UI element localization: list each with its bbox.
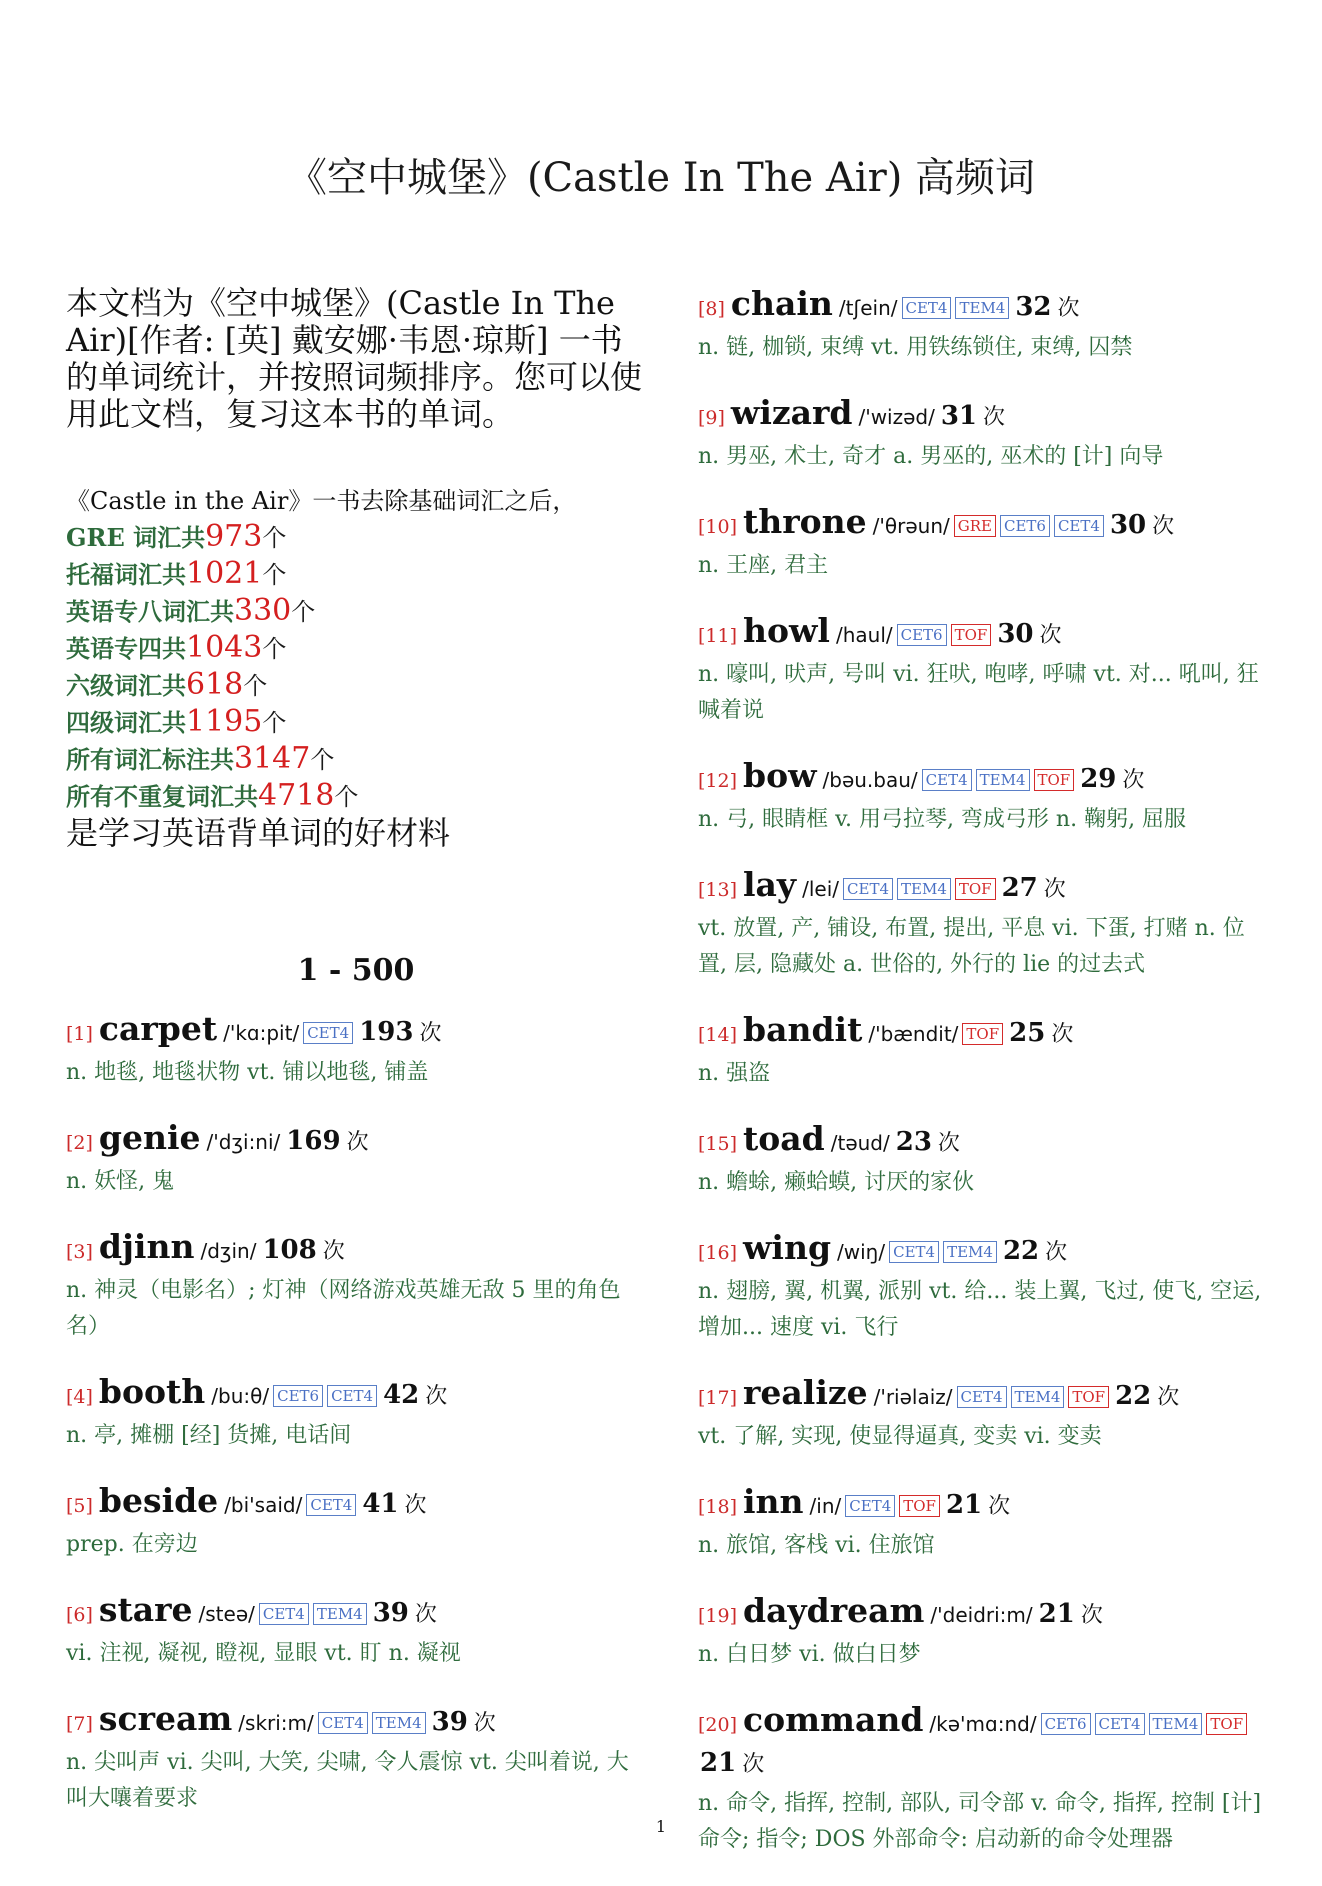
word-list-right [698, 285, 1273, 1858]
exam-tag-cet4: CET4 [318, 1712, 368, 1734]
entry-header [66, 1591, 646, 1634]
frequency-unit: 次 [1045, 1240, 1068, 1265]
entry-word: genie [98, 1118, 201, 1157]
entry-frequency: 21 次 [700, 1748, 765, 1778]
entry-word: howl [743, 611, 830, 650]
exam-tag-tem4: TEM4 [313, 1603, 367, 1625]
entry-frequency: 41 次 [362, 1489, 427, 1519]
entry-word: bow [743, 756, 817, 795]
entry-word: realize [743, 1373, 868, 1412]
entry-header [698, 866, 1273, 909]
word-entry [66, 1700, 646, 1817]
stats-label: 六级词汇共 [66, 671, 186, 700]
entry-definition: n. 命令, 指挥, 控制, 部队, 司令部 v. 命令, 指挥, 控制 [计] 命令; 指令; DOS 外部命令: 启动新的命令处理器 [698, 1791, 1262, 1852]
entry-header [698, 1011, 1273, 1054]
stats-item [66, 778, 646, 815]
entry-header [698, 612, 1273, 655]
entry-header [698, 757, 1273, 800]
page-number: 1 [655, 1817, 667, 1836]
exam-tag-cet6: CET6 [273, 1385, 323, 1407]
exam-tag-cet4: CET4 [327, 1385, 377, 1407]
entry-frequency: 29 次 [1080, 764, 1145, 794]
stats-tail: 是学习英语背单词的好材料 [66, 814, 451, 852]
word-entry [66, 1482, 646, 1563]
exam-tag-cet4: CET4 [889, 1241, 939, 1263]
entry-phonetic: /haul/ [835, 623, 893, 647]
entry-phonetic: /kə'mɑ:nd/ [929, 1712, 1037, 1736]
frequency-unit: 次 [404, 1493, 427, 1518]
exam-tag-cet6: CET6 [897, 624, 947, 646]
entry-word: scream [98, 1699, 233, 1738]
exam-tag-cet4: CET4 [1095, 1713, 1145, 1735]
entry-definition: n. 蟾蜍, 癞蛤蟆, 讨厌的家伙 [698, 1170, 975, 1195]
entry-index: [1] [66, 1023, 93, 1045]
word-entry [698, 612, 1273, 729]
entry-definition: vt. 了解, 实现, 使显得逼真, 变卖 vi. 变卖 [698, 1424, 1102, 1449]
entry-definition: n. 妖怪, 鬼 [66, 1169, 175, 1194]
word-entry [698, 285, 1273, 366]
entry-header [698, 285, 1273, 328]
exam-tag-tem4: TEM4 [897, 878, 951, 900]
word-entry [698, 757, 1273, 838]
exam-tag-tof: TOF [955, 878, 996, 900]
entry-phonetic: /'dʒi:ni/ [206, 1130, 281, 1154]
stats-item [66, 630, 646, 667]
entry-phonetic: /in/ [809, 1494, 842, 1518]
entry-index: [8] [698, 298, 725, 320]
entry-index: [15] [698, 1133, 738, 1155]
word-entry [698, 1374, 1273, 1455]
entry-frequency: 27 次 [1001, 873, 1066, 903]
exam-tag-gre: GRE [954, 515, 996, 537]
entry-frequency: 21 次 [1038, 1599, 1103, 1629]
exam-tag-cet4: CET4 [922, 769, 972, 791]
stats-item [66, 556, 646, 593]
exam-tag-tof: TOF [962, 1023, 1003, 1045]
frequency-unit: 次 [1157, 1385, 1180, 1410]
entry-header [66, 1373, 646, 1416]
word-entry [698, 1011, 1273, 1092]
entry-definition: n. 神灵（电影名）; 灯神（网络游戏英雄无敌 5 里的角色名） [66, 1278, 621, 1339]
entry-frequency: 21 次 [945, 1490, 1011, 1520]
word-entry [698, 1592, 1273, 1673]
entry-word: daydream [743, 1591, 925, 1630]
frequency-unit: 次 [1039, 623, 1062, 648]
frequency-unit: 次 [1043, 877, 1066, 902]
stats-item [66, 704, 646, 741]
entry-index: [3] [66, 1241, 93, 1263]
entry-index: [17] [698, 1387, 738, 1409]
word-entry [698, 1120, 1273, 1201]
stats-unit: 个 [262, 635, 287, 663]
entry-definition: n. 白日梦 vi. 做白日梦 [698, 1642, 921, 1667]
entry-definition: n. 旅馆, 客栈 vi. 住旅馆 [698, 1533, 935, 1558]
entry-index: [12] [698, 770, 738, 792]
entry-index: [2] [66, 1132, 93, 1154]
stats-label: 英语专八词汇共 [66, 597, 234, 626]
stats-number: 330 [234, 593, 292, 628]
stats-number: 973 [205, 519, 263, 554]
stats-label: 所有不重复词汇共 [66, 782, 258, 811]
entry-word: throne [743, 502, 867, 541]
frequency-unit: 次 [1080, 1603, 1103, 1628]
entry-definition: n. 强盗 [698, 1061, 771, 1086]
entry-definition: n. 地毯, 地毯状物 vt. 铺以地毯, 铺盖 [66, 1060, 429, 1085]
exam-tag-tem4: TEM4 [976, 769, 1030, 791]
frequency-unit: 次 [1152, 514, 1175, 539]
stats-label: 英语专四共 [66, 634, 186, 663]
stats-unit: 个 [310, 746, 335, 774]
frequency-unit: 次 [1057, 296, 1080, 321]
frequency-unit: 次 [473, 1711, 496, 1736]
frequency-unit: 次 [346, 1130, 369, 1155]
entry-phonetic: /'θrəun/ [872, 514, 950, 538]
range-heading: 1 - 500 [297, 953, 415, 988]
entry-phonetic: /'riəlaiz/ [873, 1385, 953, 1409]
exam-tag-tem4: TEM4 [943, 1241, 997, 1263]
exam-tag-cet4: CET4 [845, 1495, 895, 1517]
word-list-left [66, 1010, 646, 1817]
frequency-unit: 次 [1051, 1022, 1074, 1047]
entry-definition: n. 尖叫声 vi. 尖叫, 大笑, 尖啸, 令人震惊 vt. 尖叫着说, 大叫大嚷着要求 [66, 1750, 629, 1811]
entry-word: djinn [98, 1227, 195, 1266]
entry-phonetic: /bu:θ/ [211, 1384, 270, 1408]
entry-word: bandit [743, 1010, 863, 1049]
stats-label: 四级词汇共 [66, 708, 186, 737]
stats-number: 1195 [186, 704, 263, 739]
entry-frequency: 23 次 [895, 1127, 960, 1157]
entry-word: toad [743, 1119, 825, 1158]
stats-item [66, 593, 646, 630]
entry-phonetic: /dʒin/ [200, 1239, 257, 1263]
entry-word: inn [743, 1482, 804, 1521]
exam-tag-tem4: TEM4 [1011, 1386, 1065, 1408]
entry-index: [7] [66, 1713, 93, 1735]
right-column [698, 285, 1273, 1886]
exam-tag-cet4: CET4 [957, 1386, 1007, 1408]
stats-unit: 个 [262, 561, 287, 589]
exam-tag-tem4: TEM4 [372, 1712, 426, 1734]
entry-index: [6] [66, 1604, 93, 1626]
entry-word: lay [743, 865, 797, 904]
word-entry [66, 1119, 646, 1200]
stats-unit: 个 [262, 709, 287, 737]
intro-paragraph: 本文档为《空中城堡》(Castle In The Air)[作者: [英] 戴安娜·韦恩·琼斯] 一书的单词统计，并按照词频排序。您可以使用此文档，复习这本书的单词。 [66, 284, 643, 433]
entry-word: beside [98, 1481, 219, 1520]
frequency-unit: 次 [419, 1021, 442, 1046]
entry-word: carpet [98, 1009, 218, 1048]
entry-index: [10] [698, 516, 738, 538]
page-title: 《空中城堡》(Castle In The Air) 高频词 [286, 155, 1036, 201]
entry-definition: n. 嚎叫, 吠声, 号叫 vi. 狂吠, 咆哮, 呼啸 vt. 对... 吼叫, 狂喊着说 [698, 662, 1259, 723]
entry-index: [11] [698, 625, 738, 647]
entry-index: [19] [698, 1605, 738, 1627]
entry-word: wing [743, 1228, 832, 1267]
entry-definition: prep. 在旁边 [66, 1532, 198, 1557]
stats-label: 托福词汇共 [66, 560, 186, 589]
frequency-unit: 次 [425, 1384, 448, 1409]
stats-unit: 个 [262, 524, 287, 552]
entry-word: command [743, 1700, 924, 1739]
entry-header [698, 1229, 1273, 1272]
frequency-unit: 次 [742, 1752, 765, 1777]
stats-label: 所有词汇标注共 [66, 745, 234, 774]
entry-frequency: 42 次 [383, 1380, 448, 1410]
entry-index: [9] [698, 407, 725, 429]
entry-frequency: 30 次 [1109, 510, 1175, 540]
stats-unit: 个 [291, 598, 316, 626]
entry-index: [16] [698, 1242, 738, 1264]
entry-phonetic: /'deidri:m/ [930, 1603, 1033, 1627]
entry-definition: n. 王座, 君主 [698, 553, 829, 578]
entry-phonetic: /təud/ [830, 1131, 890, 1155]
entry-definition: n. 翅膀, 翼, 机翼, 派别 vt. 给... 装上翼, 飞过, 使飞, 空运, 增加... 速度 vi. 飞行 [698, 1279, 1262, 1340]
entry-phonetic: /bəu.bau/ [822, 768, 918, 792]
entry-frequency: 39 次 [431, 1707, 496, 1737]
entry-header [698, 1120, 1273, 1163]
stats-label: GRE 词汇共 [66, 523, 206, 552]
entry-header [698, 394, 1273, 437]
entry-phonetic: /wiŋ/ [837, 1240, 886, 1264]
stats-number: 4718 [258, 778, 335, 813]
left-column [66, 285, 646, 1845]
exam-tag-cet4: CET4 [902, 297, 952, 319]
stats-number: 618 [186, 667, 244, 702]
exam-tag-cet4: CET4 [306, 1494, 356, 1516]
exam-tag-tof: TOF [1034, 769, 1075, 791]
exam-tag-cet4: CET4 [1054, 515, 1104, 537]
entry-word: booth [98, 1372, 206, 1411]
exam-tag-cet6: CET6 [1041, 1713, 1091, 1735]
entry-frequency: 32 次 [1015, 292, 1080, 322]
entry-word: stare [98, 1590, 193, 1629]
stats-number: 1043 [186, 630, 263, 665]
entry-frequency: 39 次 [372, 1598, 437, 1628]
entry-definition: vt. 放置, 产, 铺设, 布置, 提出, 平息 vi. 下蛋, 打赌 n. 位置, 层, 隐藏处 a. 世俗的, 外行的 lie 的过去式 [698, 916, 1245, 977]
stats-number: 1021 [186, 556, 263, 591]
word-entry [66, 1373, 646, 1454]
frequency-unit: 次 [988, 1494, 1011, 1519]
entry-definition: n. 男巫, 术士, 奇才 a. 男巫的, 巫术的 [计] 向导 [698, 444, 1164, 469]
entry-phonetic: /'bændit/ [868, 1022, 959, 1046]
frequency-unit: 次 [322, 1239, 345, 1264]
entry-phonetic: /lei/ [802, 877, 840, 901]
entry-frequency: 22 次 [1115, 1381, 1180, 1411]
entry-word: wizard [730, 393, 853, 432]
stats-unit: 个 [243, 672, 268, 700]
word-entry [66, 1591, 646, 1672]
entry-frequency: 31 次 [940, 401, 1006, 431]
word-entry [698, 1229, 1273, 1346]
entry-definition: n. 弓, 眼睛框 v. 用弓拉琴, 弯成弓形 n. 鞠躬, 屈服 [698, 807, 1187, 832]
exam-tag-cet4: CET4 [303, 1022, 353, 1044]
entry-definition: n. 亭, 摊棚 [经] 货摊, 电话间 [66, 1423, 352, 1448]
entry-frequency: 22 次 [1002, 1236, 1068, 1266]
frequency-unit: 次 [937, 1131, 960, 1156]
entry-phonetic: /tʃein/ [838, 296, 898, 320]
entry-index: [13] [698, 879, 738, 901]
stats-unit: 个 [334, 783, 359, 811]
frequency-unit: 次 [1122, 768, 1145, 793]
entry-frequency: 108 次 [262, 1235, 345, 1265]
entry-index: [18] [698, 1496, 738, 1518]
entry-phonetic: /steə/ [198, 1602, 255, 1626]
entry-header [698, 503, 1273, 546]
entry-word: chain [730, 284, 833, 323]
exam-tag-cet4: CET4 [259, 1603, 309, 1625]
stats-lead: 《Castle in the Air》一书去除基础词汇之后， [66, 487, 577, 515]
entry-index: [14] [698, 1024, 738, 1046]
frequency-unit: 次 [414, 1602, 437, 1627]
frequency-unit: 次 [983, 405, 1006, 430]
word-entry [698, 394, 1273, 475]
exam-tag-tof: TOF [1206, 1713, 1247, 1735]
word-entry [698, 503, 1273, 584]
exam-tag-tof: TOF [951, 624, 992, 646]
entry-definition: n. 链, 枷锁, 束缚 vt. 用铁练锁住, 束缚, 囚禁 [698, 335, 1133, 360]
stats-item [66, 741, 646, 778]
stats-number: 3147 [234, 741, 311, 776]
exam-tag-tem4: TEM4 [955, 297, 1009, 319]
exam-tag-tof: TOF [899, 1495, 940, 1517]
entry-phonetic: /bi'said/ [224, 1493, 303, 1517]
entry-header [698, 1701, 1273, 1784]
entry-header [66, 1482, 646, 1525]
entry-index: [5] [66, 1495, 93, 1517]
entry-phonetic: /skri:m/ [238, 1711, 314, 1735]
stats-item [66, 667, 646, 704]
exam-tag-tof: TOF [1068, 1386, 1109, 1408]
word-entry [698, 1483, 1273, 1564]
exam-tag-tem4: TEM4 [1149, 1713, 1203, 1735]
exam-tag-cet4: CET4 [843, 878, 893, 900]
entry-phonetic: /'wizəd/ [858, 405, 935, 429]
stats-item [66, 519, 646, 556]
entry-index: [4] [66, 1386, 93, 1408]
entry-phonetic: /'kɑ:pit/ [223, 1021, 300, 1045]
entry-frequency: 169 次 [286, 1126, 369, 1156]
entry-header [66, 1700, 646, 1743]
entry-frequency: 25 次 [1009, 1018, 1074, 1048]
word-entry [66, 1010, 646, 1091]
exam-tag-cet6: CET6 [1000, 515, 1050, 537]
entry-frequency: 193 次 [359, 1017, 442, 1047]
word-entry [698, 866, 1273, 983]
entry-frequency: 30 次 [997, 619, 1062, 649]
entry-index: [20] [698, 1714, 738, 1736]
entry-header [66, 1119, 646, 1162]
entry-header [66, 1010, 646, 1053]
stats-list [66, 519, 646, 815]
entry-header [66, 1228, 646, 1271]
entry-header [698, 1374, 1273, 1417]
entry-definition: vi. 注视, 凝视, 瞪视, 显眼 vt. 盯 n. 凝视 [66, 1641, 461, 1666]
entry-header [698, 1592, 1273, 1635]
word-entry [66, 1228, 646, 1345]
entry-header [698, 1483, 1273, 1526]
